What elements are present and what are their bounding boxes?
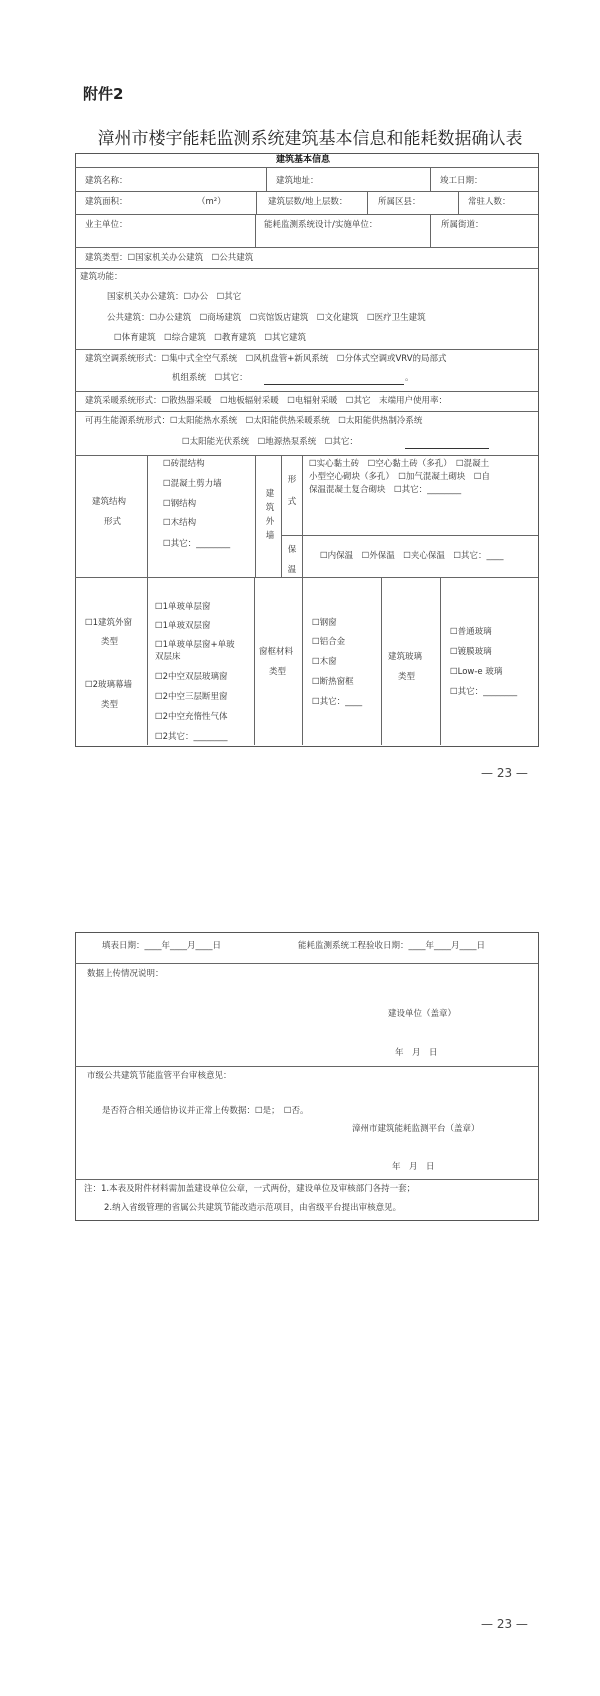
structure-option-wood: ☐木结构 bbox=[163, 518, 197, 528]
platform-seal: 漳州市建筑能耗监测平台（盖章） bbox=[352, 1124, 480, 1134]
window-type-3b: 双层床 bbox=[155, 652, 181, 662]
completion-date-label: 竣工日期： bbox=[440, 176, 483, 186]
glass-label-2: 类型 bbox=[398, 672, 416, 682]
glass-lowe: ☐Low-e 玻璃 bbox=[450, 667, 503, 677]
insulation-options: ☐内保温 ☐外保温 ☐夹心保温 ☐其它：____ bbox=[320, 551, 504, 561]
table-header: 建筑基本信息 bbox=[276, 155, 331, 165]
function-label: 建筑功能： bbox=[80, 272, 123, 282]
frame-other: ☐其它：____ bbox=[312, 697, 363, 707]
building-name-label: 建筑名称： bbox=[85, 176, 128, 186]
form-label-1: 形 bbox=[287, 475, 297, 485]
window-left-3: ☐2玻璃幕墙 bbox=[85, 680, 133, 690]
insul-label-1: 保 bbox=[287, 545, 297, 555]
glass-other: ☐其它：________ bbox=[450, 687, 518, 697]
window-type-4: ☐2中空双层玻璃窗 bbox=[155, 672, 228, 682]
floors-label: 建筑层数/地上层数： bbox=[268, 197, 348, 207]
glass-plain: ☐普通玻璃 bbox=[450, 627, 492, 637]
window-left-2: 类型 bbox=[101, 637, 119, 647]
wall-label-4: 墙 bbox=[265, 531, 275, 541]
wall-label-3: 外 bbox=[265, 517, 275, 527]
renewable-line1: 可再生能源系统形式：☐太阳能热水系统 ☐太阳能供热采暖系统 ☐太阳能供热制冷系统 bbox=[85, 416, 423, 426]
heating-row: 建筑采暖系统形式：☐散热器采暖 ☐地板辐射采暖 ☐电辐射采暖 ☐其它 末端用户使用率： bbox=[85, 396, 447, 406]
window-type-2: ☐1单玻双层窗 bbox=[155, 621, 211, 631]
window-type-6: ☐2中空充惰性气体 bbox=[155, 712, 228, 722]
builder-seal: 建设单位（盖章） bbox=[388, 1009, 457, 1019]
structure-label-1: 建筑结构 bbox=[92, 497, 127, 507]
frame-thermal: ☐断热窗框 bbox=[312, 677, 354, 687]
wall-form-line2: 小型空心砌块（多孔） ☐加气混凝土砌块 ☐自 bbox=[309, 472, 490, 482]
ac-line2: 机组系统 ☐其它： bbox=[172, 373, 248, 383]
residents-label: 常驻人数： bbox=[468, 197, 511, 207]
window-type-1: ☐1单玻单层窗 bbox=[155, 602, 211, 612]
building-area-label: 建筑面积： bbox=[85, 197, 128, 207]
building-address-label: 建筑地址： bbox=[276, 176, 319, 186]
frame-label-1: 窗框材料 bbox=[259, 647, 294, 657]
wall-label-1: 建 bbox=[265, 489, 275, 499]
function-line2: 公共建筑：☐办公建筑 ☐商场建筑 ☐宾馆饭店建筑 ☐文化建筑 ☐医疗卫生建筑 bbox=[107, 313, 426, 323]
district-label: 所属区县： bbox=[378, 197, 421, 207]
builder-date: 年 月 日 bbox=[395, 1048, 438, 1058]
acceptance-date: 能耗监测系统工程验收日期：____年____月____日 bbox=[298, 941, 486, 951]
glass-label-1: 建筑玻璃 bbox=[388, 652, 423, 662]
function-line3: ☐体育建筑 ☐综合建筑 ☐教育建筑 ☐其它建筑 bbox=[114, 333, 306, 343]
wall-form-line1: ☐实心黏土砖 ☐空心黏土砖（多孔） ☐混凝土 bbox=[309, 459, 490, 469]
ac-line2-end: 。 bbox=[405, 373, 414, 383]
page-title: 漳州市楼宇能耗监测系统建筑基本信息和能耗数据确认表 bbox=[97, 129, 523, 149]
building-type: 建筑类型：☐国家机关办公建筑 ☐公共建筑 bbox=[85, 253, 254, 263]
window-left-1: ☐1建筑外窗 bbox=[85, 618, 133, 628]
frame-label-2: 类型 bbox=[269, 667, 287, 677]
renewable-line2: ☐太阳能光伏系统 ☐地源热泵系统 ☐其它： bbox=[182, 437, 358, 447]
glass-coated: ☐镀膜玻璃 bbox=[450, 647, 492, 657]
window-type-7: ☐2其它：________ bbox=[155, 732, 228, 742]
window-left-4: 类型 bbox=[101, 700, 119, 710]
structure-option-concrete: ☐混凝土剪力墙 bbox=[163, 479, 222, 489]
wall-form-line3: 保温混凝土复合砌块 ☐其它：________ bbox=[309, 485, 462, 495]
owner-label: 业主单位： bbox=[85, 220, 128, 230]
upload-description-label: 数据上传情况说明： bbox=[87, 969, 164, 979]
area-unit: （m²） bbox=[197, 197, 226, 207]
frame-steel: ☐钢窗 bbox=[312, 618, 337, 628]
designer-label: 能耗监测系统设计/实施单位： bbox=[264, 220, 378, 230]
structure-option-other: ☐其它：________ bbox=[163, 539, 231, 549]
review-opinion-label: 市级公共建筑节能监管平台审核意见： bbox=[87, 1071, 232, 1081]
structure-option-steel: ☐钢结构 bbox=[163, 499, 197, 509]
note-2: 2.纳入省级管理的省属公共建筑节能改造示范项目，由省级平台提出审核意见。 bbox=[104, 1203, 402, 1213]
insul-label-2: 温 bbox=[287, 565, 297, 575]
note-1: 注：1.本表及附件材料需加盖建设单位公章，一式两份，建设单位及审核部门各持一套； bbox=[84, 1184, 416, 1194]
structure-option-brick: ☐砖混结构 bbox=[163, 459, 205, 469]
platform-date: 年 月 日 bbox=[392, 1162, 435, 1172]
page-number-2: — 23 — bbox=[481, 1617, 528, 1631]
frame-aluminum: ☐铝合金 bbox=[312, 637, 346, 647]
function-line1: 国家机关办公建筑：☐办公 ☐其它 bbox=[107, 292, 242, 302]
compliance-question: 是否符合相关通信协议并正常上传数据：☐是； ☐否。 bbox=[102, 1106, 309, 1116]
form-label-2: 式 bbox=[287, 497, 297, 507]
wall-label-2: 筑 bbox=[265, 503, 275, 513]
window-type-5: ☐2中空三层断里窗 bbox=[155, 692, 228, 702]
structure-label-2: 形式 bbox=[104, 517, 122, 527]
ac-line1: 建筑空调系统形式：☐集中式全空气系统 ☐风机盘管+新风系统 ☐分体式空调或VRV的局部式 bbox=[85, 354, 447, 364]
page-number-1: — 23 — bbox=[481, 766, 528, 780]
frame-wood: ☐木窗 bbox=[312, 657, 337, 667]
fill-date: 填表日期：____年____月____日 bbox=[102, 941, 222, 951]
street-label: 所属街道： bbox=[441, 220, 484, 230]
annex-label: 附件2 bbox=[83, 85, 124, 103]
window-type-3: ☐1单玻单层窗+单玻 bbox=[155, 640, 235, 650]
